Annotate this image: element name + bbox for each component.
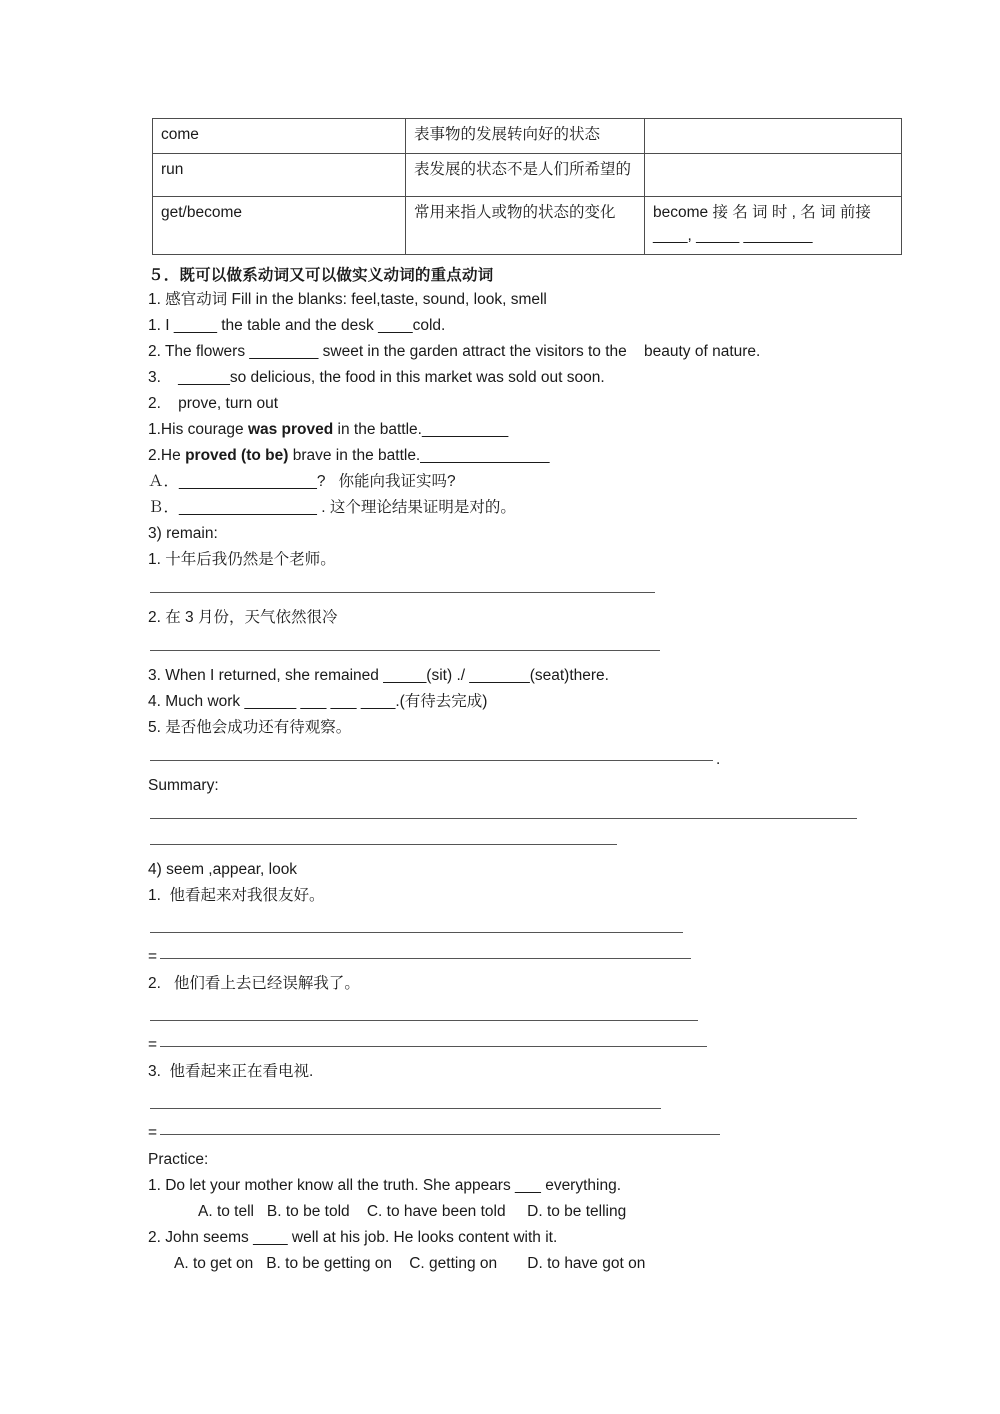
- practice-q1-options[interactable]: A. to tell B. to be told C. to have been told D. to be telling: [198, 1203, 627, 1221]
- prove-item-1-tail: in the battle.__________: [333, 421, 509, 439]
- table-cell-note: become 接 名 词 时 , 名 词 前接____, _____ ________: [645, 197, 902, 255]
- remain-heading: 3) remain:: [148, 525, 218, 543]
- table-cell-verb: run: [153, 154, 406, 197]
- document-content: [148, 118, 908, 1277]
- prove-item-1-lead: 1.His courage: [148, 421, 248, 439]
- prove-item-2: [148, 443, 908, 469]
- equals-sign: =: [148, 1124, 158, 1142]
- table-cell-note: [645, 154, 902, 197]
- seem-q2: 2. 他们看上去已经误解我了。: [148, 975, 360, 993]
- sense-verbs-intro: 1. 感官动词 Fill in the blanks: feel,taste, sound, look, smell: [148, 291, 547, 309]
- remain-q1: 1. 十年后我仍然是个老师。: [148, 551, 336, 569]
- answer-rule-summary-2[interactable]: [148, 831, 908, 857]
- table-cell-verb: come: [153, 119, 406, 154]
- prove-item-2-tail: brave in the battle._______________: [288, 447, 550, 465]
- practice-q2-options[interactable]: A. to get on B. to be getting on C. getting on D. to have got on: [174, 1255, 646, 1273]
- remain-q5-period: .: [716, 751, 721, 769]
- seem-q1: 1. 他看起来对我很友好。: [148, 887, 325, 905]
- summary-label: Summary:: [148, 777, 219, 795]
- answer-rule-remain-q5[interactable]: [148, 747, 908, 773]
- answer-rule-summary-1[interactable]: [148, 805, 908, 831]
- remain-q4: 4. Much work ______ ___ ___ ____.(有待去完成): [148, 693, 488, 711]
- prove-item-2-lead: 2.He: [148, 447, 186, 465]
- table-row: [153, 154, 902, 197]
- prove-item-1: [148, 417, 908, 443]
- answer-rule-remain-q2[interactable]: [148, 637, 908, 663]
- practice-q2-stem: 2. John seems ____ well at his job. He looks content with it.: [148, 1229, 558, 1247]
- sense-verbs-item-3: 3. ______so delicious, the food in this market was sold out soon.: [148, 369, 605, 387]
- remain-q3: 3. When I returned, she remained _____(sit) ./ _______(seat)there.: [148, 667, 609, 685]
- table-cell-verb: get/become: [153, 197, 406, 255]
- prove-item-1-bold: was proved: [247, 421, 334, 439]
- section-heading: ５．既可以做系动词又可以做实义动词的重点动词: [148, 267, 494, 285]
- answer-rule-seem-q2[interactable]: [148, 1007, 908, 1033]
- sense-verbs-item-2: 2. The flowers ________ sweet in the garden attract the visitors to the beauty of nature.: [148, 343, 761, 361]
- table-row: [153, 197, 902, 255]
- spacer: [148, 997, 908, 1007]
- table-cell-note: [645, 119, 902, 154]
- prove-item-2-bold: proved (to be): [185, 447, 289, 465]
- practice-label: Practice:: [148, 1151, 209, 1169]
- spacer: [148, 1085, 908, 1095]
- table-row: [153, 119, 902, 154]
- answer-rule-seem-q3[interactable]: [148, 1095, 908, 1121]
- linking-verbs-table: [152, 118, 902, 255]
- sense-verbs-item-1: 1. I _____ the table and the desk ____cold.: [148, 317, 446, 335]
- prove-heading: 2. prove, turn out: [148, 395, 279, 413]
- prove-choice-b: Ｂ．________________ . 这个理论结果证明是对的。: [148, 499, 516, 517]
- answer-rule-remain-q1[interactable]: [148, 579, 908, 605]
- practice-q1-stem: 1. Do let your mother know all the truth. She appears ___ everything.: [148, 1177, 622, 1195]
- answer-rule-seem-q3-equiv[interactable]: [148, 1121, 908, 1147]
- equals-sign: =: [148, 1036, 158, 1054]
- table-cell-meaning: 表发展的状态不是人们所希望的: [406, 154, 645, 197]
- spacer: [148, 909, 908, 919]
- remain-q2: 2. 在 3 月份，天气依然很冷: [148, 609, 338, 627]
- answer-rule-seem-q1-equiv[interactable]: [148, 945, 908, 971]
- prove-choice-a: Ａ．________________? 你能向我证实吗?: [148, 473, 456, 491]
- equals-sign: =: [148, 948, 158, 966]
- seem-heading: 4) seem ,appear, look: [148, 861, 298, 879]
- table-cell-meaning: 常用来指人或物的状态的变化: [406, 197, 645, 255]
- answer-rule-seem-q1[interactable]: [148, 919, 908, 945]
- answer-rule-seem-q2-equiv[interactable]: [148, 1033, 908, 1059]
- table-cell-meaning: 表事物的发展转向好的状态: [406, 119, 645, 154]
- remain-q5: 5. 是否他会成功还有待观察。: [148, 719, 352, 737]
- seem-q3: 3. 他看起来正在看电视.: [148, 1063, 314, 1081]
